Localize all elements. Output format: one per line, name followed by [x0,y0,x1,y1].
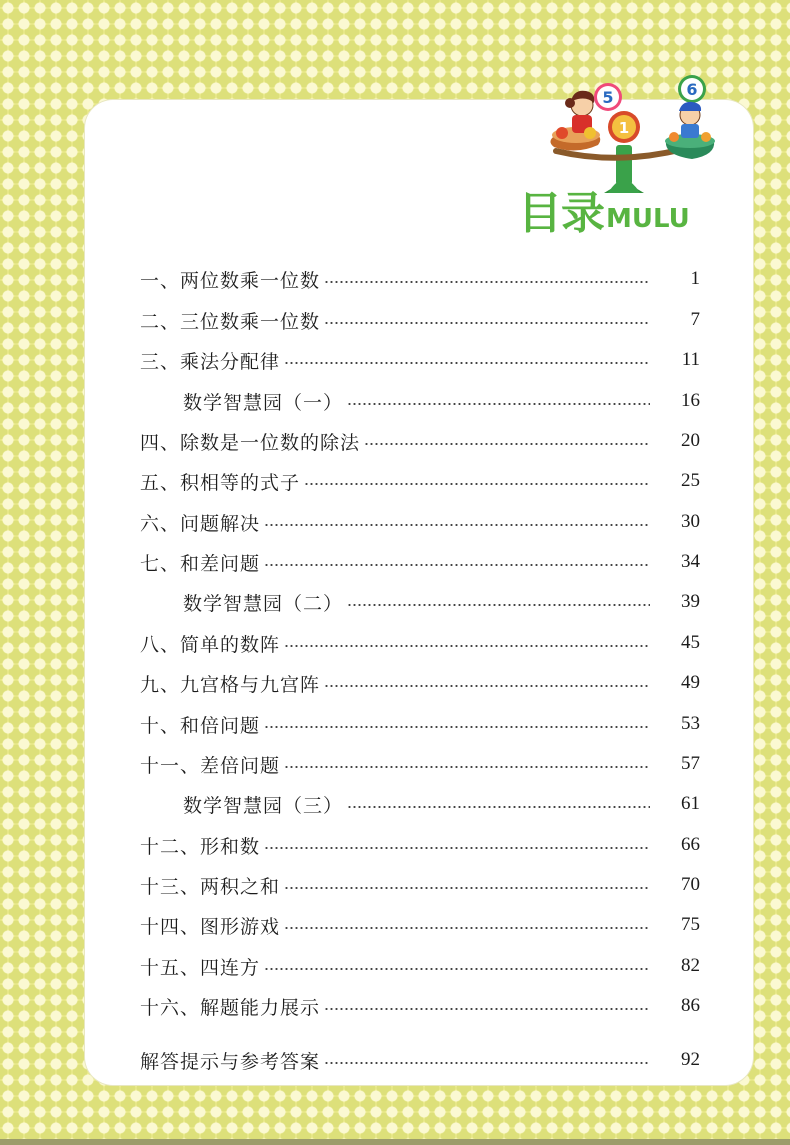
toc-entry[interactable] [0,345,700,375]
toc-page-number: 7 [690,309,700,330]
dotted-leader [324,1062,650,1064]
dotted-leader [324,685,650,687]
toc-page-number: 49 [681,672,700,693]
toc-entry-title: 四、除数是一位数的除法 [140,431,361,454]
toc-page-number: 11 [681,349,700,370]
toc-page-number: 39 [681,591,700,612]
toc-page-number: 53 [681,713,700,734]
toc-entry[interactable] [0,709,700,739]
toc-entry-title: 八、简单的数阵 [140,633,281,656]
toc-entry-title: 五、积相等的式子 [140,471,301,494]
toc-entry-title: 二、三位数乘一位数 [140,310,321,333]
toc-entry-title: 十三、两积之和 [140,875,281,898]
toc-page-number: 16 [681,390,700,411]
toc-page-number: 57 [681,753,700,774]
toc-entry-title: 数学智慧园（二） [183,592,344,615]
dotted-leader [264,726,650,728]
toc-entry[interactable] [0,264,700,294]
toc-page-number: 61 [681,793,700,814]
toc-entry[interactable] [0,628,700,658]
dotted-leader [324,322,650,324]
toc-entry[interactable] [0,466,700,496]
toc-page-number: 66 [681,834,700,855]
toc-entry[interactable] [0,668,700,698]
toc-entry[interactable] [0,870,700,900]
number-6-icon: 6 [686,80,698,99]
dotted-leader [264,968,650,970]
title-pinyin: MULU [606,204,690,234]
dotted-leader [264,564,650,566]
dotted-leader [284,887,650,889]
toc-entry-title: 十四、图形游戏 [140,915,281,938]
dotted-leader [324,1008,650,1010]
toc-entry[interactable] [0,749,700,779]
toc-entry[interactable] [0,991,700,1021]
toc-entry[interactable] [0,547,700,577]
dotted-leader [264,524,650,526]
dotted-leader [364,443,650,445]
dotted-leader [264,847,650,849]
dotted-leader [347,403,650,405]
toc-entry[interactable] [0,789,700,819]
dotted-leader [347,806,650,808]
toc-entry[interactable] [0,305,700,335]
toc-entry-title: 六、问题解决 [140,512,261,535]
dotted-leader [324,281,650,283]
dotted-leader [284,766,650,768]
toc-entry-title: 数学智慧园（一） [183,391,344,414]
toc-entry[interactable] [0,426,700,456]
toc-entry[interactable] [0,1045,700,1075]
toc-entry-title: 十、和倍问题 [140,714,261,737]
toc-entry[interactable] [0,386,700,416]
toc-page-number: 34 [681,551,700,572]
title-chinese: 目录 [518,188,604,239]
toc-entry-title: 三、乘法分配律 [140,350,281,373]
dotted-leader [284,927,650,929]
toc-entry-title: 十六、解题能力展示 [140,996,321,1019]
toc-page-number: 45 [681,632,700,653]
toc-entry-title: 十二、形和数 [140,835,261,858]
toc-page-number: 86 [681,995,700,1016]
number-5-icon: 5 [602,88,614,107]
toc-page-number: 20 [681,430,700,451]
toc-entry-title: 数学智慧园（三） [183,794,344,817]
toc-entry-title: 解答提示与参考答案 [140,1050,321,1073]
toc-page-number: 75 [681,914,700,935]
toc-entry-title: 九、九宫格与九宫阵 [140,673,321,696]
toc-entry-title: 十五、四连方 [140,956,261,979]
number-1-icon: 1 [618,119,630,137]
toc-page-number: 82 [681,955,700,976]
dotted-leader [284,645,650,647]
toc-entry[interactable] [0,910,700,940]
dotted-leader [304,483,650,485]
toc-entry[interactable] [0,587,700,617]
toc-entry[interactable] [0,830,700,860]
toc-entry[interactable] [0,951,700,981]
dotted-leader [284,362,650,364]
toc-entry-title: 七、和差问题 [140,552,261,575]
dotted-leader [347,604,650,606]
toc-page-number: 92 [681,1049,700,1070]
toc-page-number: 1 [690,268,700,289]
toc-page-number: 25 [681,470,700,491]
toc-entry[interactable] [0,507,700,537]
toc-entry-title: 十一、差倍问题 [140,754,281,777]
toc-entry-title: 一、两位数乘一位数 [140,269,321,292]
toc-page-number: 30 [681,511,700,532]
toc-page-number: 70 [681,874,700,895]
